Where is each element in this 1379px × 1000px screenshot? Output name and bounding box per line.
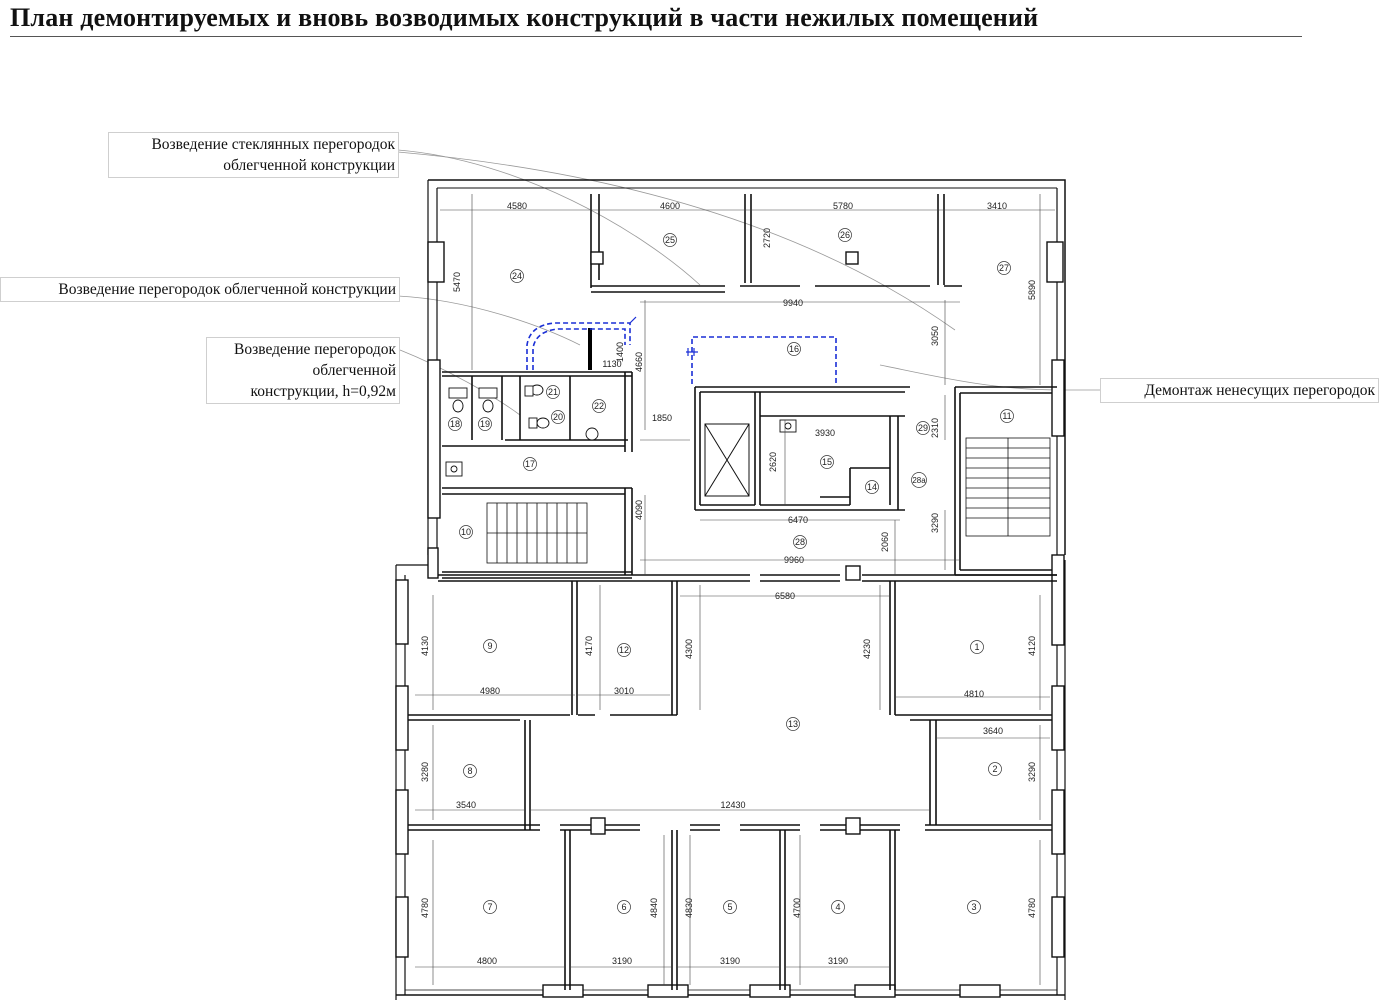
dim-3640: 3640 (982, 726, 1004, 736)
room-number-12: 12 (618, 645, 630, 655)
dim-5780: 5780 (832, 201, 854, 211)
room-number-13: 13 (787, 719, 799, 729)
callout-demolition: Демонтаж ненесущих перегородок (1100, 378, 1379, 403)
dim-6580: 6580 (774, 591, 796, 601)
dim-3050: 3050 (930, 325, 940, 347)
dimension-labels (420, 201, 1037, 966)
dim-5890: 5890 (1027, 279, 1037, 301)
callout-glass-line-2: облегченной конструкции (223, 157, 395, 174)
dim-4090: 4090 (634, 499, 644, 521)
dim-3190-b: 3190 (719, 956, 741, 966)
room-number-20: 20 (552, 412, 564, 422)
room-number-18: 18 (449, 419, 461, 429)
facade-columns (396, 242, 1064, 997)
room-number-16: 16 (788, 344, 800, 354)
room-number-10: 10 (460, 527, 472, 537)
outer-walls (396, 180, 1065, 1000)
stair-10 (487, 503, 587, 563)
dim-3280: 3280 (420, 761, 430, 783)
room-number-1: 1 (974, 642, 980, 652)
room-number-17: 17 (524, 459, 536, 469)
dim-4780-right: 4780 (1027, 897, 1037, 919)
callout-glass-line-1: Возведение стеклянных перегородок (151, 136, 395, 153)
callout-low-partitions (206, 337, 400, 404)
dim-3190-c: 3190 (827, 956, 849, 966)
dim-4660: 4660 (634, 351, 644, 373)
dim-1400: 1400 (615, 341, 625, 363)
room-number-5: 5 (727, 902, 733, 912)
callout-light-partitions: Возведение перегородок облегченной конструкции (0, 277, 400, 302)
dim-4230: 4230 (862, 638, 872, 660)
dim-1850: 1850 (651, 413, 673, 423)
dim-4300: 4300 (684, 638, 694, 660)
dim-2620: 2620 (768, 451, 778, 473)
room-number-4: 4 (835, 902, 841, 912)
dim-2310: 2310 (930, 417, 940, 439)
room-number-14: 14 (866, 482, 878, 492)
callout-low-line-2: облегченной (312, 362, 396, 379)
page-title: План демонтируемых и вновь возводимых конструкций в части нежилых помещений (10, 0, 1302, 37)
dim-4580: 4580 (506, 201, 528, 211)
dim-4120: 4120 (1027, 635, 1037, 657)
dim-3290-right: 3290 (1027, 761, 1037, 783)
callout-glass-partitions (108, 132, 399, 178)
room-number-24: 24 (511, 271, 523, 281)
dim-1130: 1130 (602, 359, 622, 369)
dim-2720: 2720 (762, 227, 772, 249)
dim-4130: 4130 (420, 635, 430, 657)
room-number-19: 19 (479, 419, 491, 429)
interior-walls (408, 194, 1057, 990)
dim-12430: 12430 (720, 800, 746, 810)
room-number-27: 27 (998, 263, 1010, 273)
room-number-28a: 28а (912, 476, 926, 485)
dim-4780-left: 4780 (420, 897, 430, 919)
room-number-21: 21 (547, 387, 559, 397)
stair-11 (966, 438, 1050, 536)
room-number-25: 25 (664, 235, 676, 245)
dim-4810: 4810 (963, 689, 985, 699)
room-number-8: 8 (467, 766, 473, 776)
dim-3930: 3930 (814, 428, 836, 438)
room-number-28: 28 (794, 537, 806, 547)
room-number-3: 3 (971, 902, 977, 912)
dim-3540: 3540 (455, 800, 477, 810)
dim-5470: 5470 (452, 271, 462, 293)
dim-3190-a: 3190 (611, 956, 633, 966)
room-number-7: 7 (487, 902, 493, 912)
room-number-6: 6 (621, 902, 627, 912)
room-number-22: 22 (593, 401, 605, 411)
glass-markers (630, 317, 698, 356)
room-number-11: 11 (1002, 411, 1012, 421)
dim-9960: 9960 (783, 555, 805, 565)
dim-4170: 4170 (584, 635, 594, 657)
dim-9940: 9940 (782, 298, 804, 308)
dim-6470: 6470 (787, 515, 809, 525)
dim-3290-core: 3290 (930, 512, 940, 534)
room-number-2: 2 (992, 764, 998, 774)
room-number-26: 26 (839, 230, 851, 240)
dim-2060: 2060 (880, 531, 890, 553)
room-number-29: 29 (917, 423, 929, 433)
callout-low-line-3: конструкции, h=0,92м (250, 383, 396, 400)
room-number-9: 9 (487, 641, 493, 651)
callout-low-line-1: Возведение перегородок (234, 341, 396, 358)
dim-4980: 4980 (479, 686, 501, 696)
dimension-lines (415, 194, 1055, 985)
dim-4600: 4600 (659, 201, 681, 211)
dim-4840: 4840 (649, 897, 659, 919)
sanitary-fixtures (446, 385, 796, 476)
dim-4700: 4700 (792, 897, 802, 919)
dim-4800: 4800 (476, 956, 498, 966)
dim-4830: 4830 (684, 897, 694, 919)
dim-3010: 3010 (613, 686, 635, 696)
lift-shaft (705, 424, 749, 496)
dim-3410: 3410 (986, 201, 1008, 211)
room-number-15: 15 (821, 457, 833, 467)
